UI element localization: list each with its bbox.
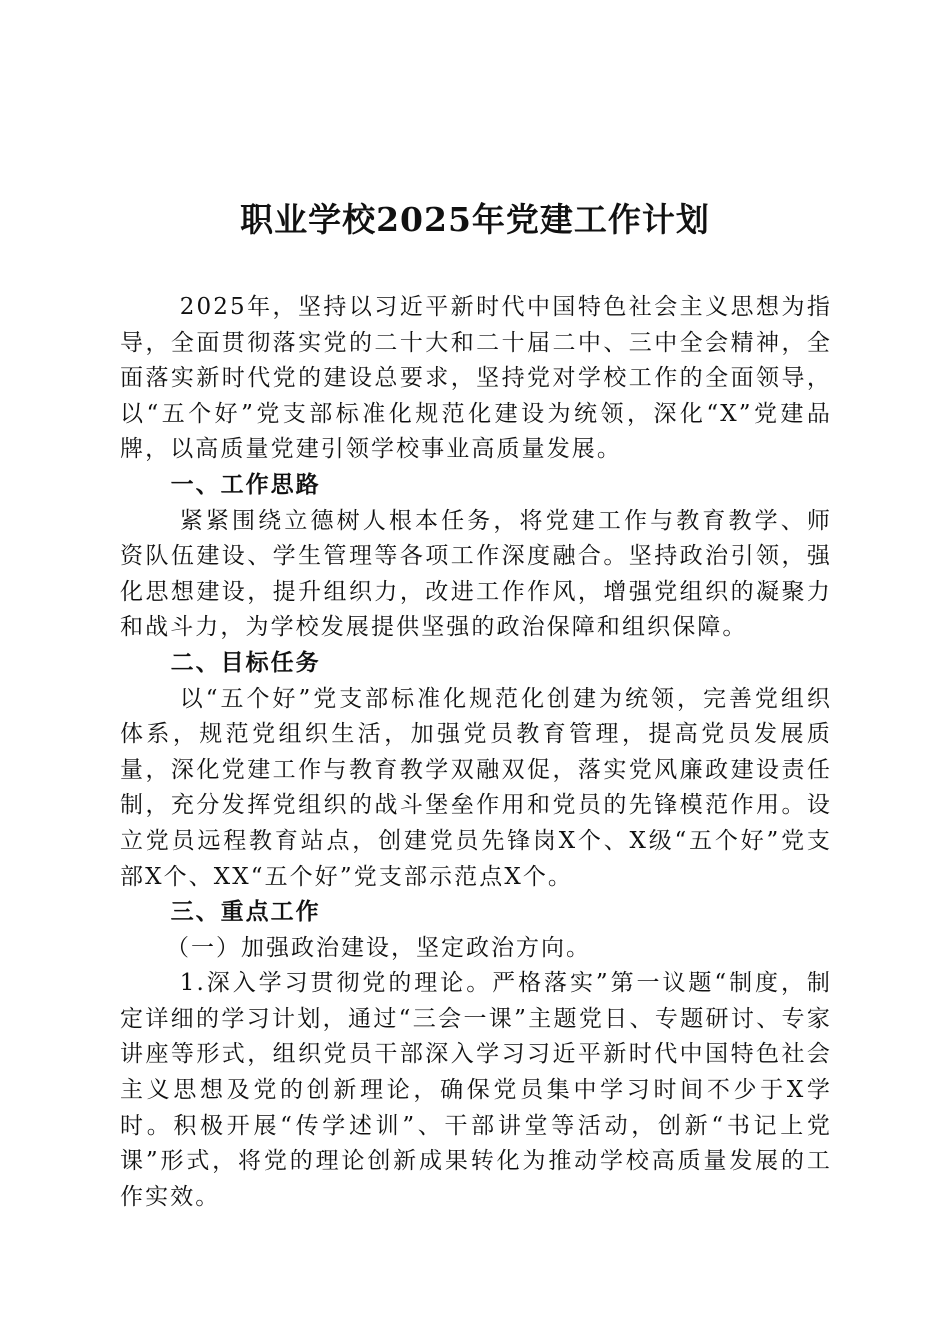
section-heading-key-work: 三、重点工作 (170, 899, 321, 926)
item-paragraph-theory-study: 1.深入学习贯彻党的理论。严格落实”第一议题“制度，制定详细的学习计划，通过“三会一课”主题党日、专题研讨、专家讲座等形式，组织党员干部深入学习习近平新时代中国特色社会主义思想及党的创新理论，确保党员集中学习时间不少于X学时。积极开展“传学述训”、干部讲堂等活动，创新“书记上党课”形式，将党的理论创新成果转化为推动学校高质量发展的工作实效。 (120, 970, 832, 1210)
subsection-heading-political: （一）加强政治建设，坚定政治方向。 (166, 934, 591, 961)
section-paragraph-goals: 以“五个好”党支部标准化规范化创建为统领，完善党组织体系，规范党组织生活，加强党员教育管理，提高党员发展质量，深化党建工作与教育教学双融双促，落实党风廉政建设责任制，充分发挥党组织的战斗堡垒作用和党员的先锋模范作用。设立党员远程教育站点，创建党员先锋岗X个、X级“五个好”党支部X个、XX“五个好”党支部示范点X个。 (120, 685, 832, 890)
document-body (120, 290, 832, 1215)
intro-paragraph: 2025年，坚持以习近平新时代中国特色社会主义思想为指导，全面贯彻落实党的二十大和二十届二中、三中全会精神，全面落实新时代党的建设总要求，坚持党对学校工作的全面领导，以“五个好”党支部标准化规范化建设为统领，深化“X”党建品牌，以高质量党建引领学校事业高质量发展。 (120, 294, 832, 463)
section-heading-goals: 二、目标任务 (170, 649, 321, 676)
section-heading-work-approach: 一、工作思路 (170, 471, 321, 498)
section-paragraph-work-approach: 紧紧围绕立德树人根本任务，将党建工作与教育教学、师资队伍建设、学生管理等各项工作深度融合。坚持政治引领，强化思想建设，提升组织力，改进工作作风，增强党组织的凝聚力和战斗力，为学校发展提供坚强的政治保障和组织保障。 (120, 507, 832, 641)
document-title: 职业学校2025年党建工作计划 (240, 200, 710, 239)
